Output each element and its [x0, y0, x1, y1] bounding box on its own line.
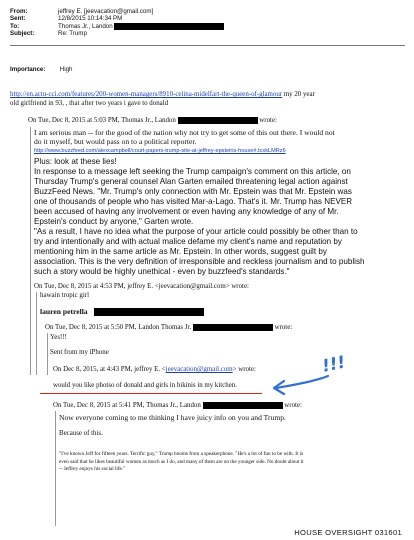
- signature-name: lauren petrella: [40, 307, 88, 316]
- redaction-bar: [114, 23, 224, 30]
- top-message-line1: [10, 91, 315, 99]
- glamour-article-link[interactable]: http://en.actu-cci.com/features/200-women-managers/8910-celina-midelfart-the-queen-of-glamour: [10, 91, 283, 98]
- quote-bar: [55, 411, 56, 526]
- plus-line: Plus: look at these lies!: [34, 157, 117, 166]
- importance-label: Importance:: [10, 66, 46, 73]
- reply1-line1: I am serious man -- for the good of the nation why not try to get some of this out there. I would not: [34, 128, 335, 137]
- reply1-para-1: Thursday Trump's general counsel Alan Garten emailed threatening legal action against: [34, 177, 348, 186]
- reply5-quote-0: "I've known Jeff for fifteen years. Terrific guy," Trump booms from a speakerphone. "He's a lot of fun to be with. It is: [59, 451, 304, 457]
- blue-arrow-annotation: [268, 350, 354, 402]
- reply3-attribution: [45, 324, 292, 332]
- reply2-body: hawain tropic girl: [40, 292, 89, 299]
- reply1-para-7: try and intentionally and with actual malice defame my client's name and reputation by: [34, 237, 342, 246]
- reply5-line2: Because of this.: [59, 430, 103, 437]
- reply5-quote-2: -- Jeffrey enjoys his social life.": [59, 466, 126, 472]
- reply5-attribution-text: On Tue, Dec 8, 2015 at 5:41 PM, Thomas Jr., Landon: [53, 402, 201, 410]
- reply1-para-0: In response to a message left seeking the Trump campaign's comment on this article, on: [34, 167, 351, 176]
- reply1-attribution-text: On Tue, Dec 8, 2015 at 5:03 PM, Thomas Jr., Landon: [28, 117, 176, 125]
- quote-bar: [47, 333, 48, 375]
- importance-value: High: [59, 66, 73, 73]
- subject-label: Subject:: [10, 30, 35, 38]
- reply1-line2: do it myself, but would pass on to a political reporter.: [34, 137, 197, 146]
- email-header: [10, 8, 405, 38]
- reply4-body: would you like photso of donald and girls in bikinis in my kitchen.: [53, 382, 237, 389]
- buzzfeed-link[interactable]: [34, 148, 286, 155]
- reply5-line1: Now everyone coming to me thinking I have juicy info on you and Trump.: [59, 413, 286, 422]
- reply4-attribution-text: On Dec 8, 2015, at 4:43 PM, jeffrey E. <: [53, 366, 166, 373]
- exclaim-text: !!!: [320, 352, 348, 377]
- reply3-attribution-wrote: wrote:: [274, 324, 293, 332]
- importance-row: [10, 66, 72, 73]
- to-row: [10, 23, 405, 30]
- subject-row: [10, 30, 405, 37]
- reply4-email-link[interactable]: jeevacation@gmail.com: [165, 366, 233, 373]
- reply4-attribution: [53, 366, 256, 374]
- reply1-attribution: [28, 117, 277, 125]
- redaction-bar: [178, 117, 258, 124]
- reply2-attribution: On Tue, Dec 8, 2015 at 4:53 PM, jeffrey E. <jeevacation@gmail.com> wrote:: [34, 283, 249, 290]
- reply1-para-8: mentioning him in the same article as Mr. Epstein. In other words, suggest guilt by: [34, 247, 327, 256]
- reply1-para-6: "As a result, I have no idea what the purpose of your article could possibly be other than to: [34, 227, 358, 236]
- red-underline-annotation: [40, 393, 262, 394]
- reply1-para-4: been accused of having any involvement or even having any knowledge of any of Mr.: [34, 207, 339, 216]
- redaction-bar: [193, 324, 273, 331]
- redaction-bar: [203, 402, 283, 409]
- reply5-attribution-wrote: wrote:: [284, 402, 302, 410]
- quote-bar: [30, 127, 31, 375]
- top-message-line1-rest: my 20 year: [283, 91, 315, 98]
- reply1-para-9: association. This is the very definition of irresponsible and reckless journalism and to publish: [34, 257, 365, 266]
- reply3-body: Yes!!!: [50, 334, 67, 341]
- reply5-attribution: [53, 402, 302, 410]
- to-label: To:: [10, 22, 20, 30]
- sent-value: 12/8/2015 10:14:34 PM: [58, 15, 123, 23]
- sent-row: [10, 15, 405, 22]
- sent-from-iphone: Sent from my iPhone: [50, 349, 109, 356]
- buzzfeed-link-text[interactable]: http://www.buzzfeed.com/alexcampbell/court-papers-trump-site-at-jeffrey-epsteins-house#.tcxkLMRz6: [34, 148, 286, 154]
- signature-row: [40, 307, 204, 316]
- reply1-para-3: one of thousands of people who has visited Mar-a-Lago. That's it. Mr. Trump has NEVER: [34, 197, 353, 206]
- sent-label: Sent:: [10, 15, 26, 23]
- reply1-para-10: such a story would be highly unethical - even by buzzfeed's standards.": [34, 267, 290, 276]
- to-value: Thomas Jr., Landon: [58, 22, 113, 30]
- from-row: [10, 8, 405, 15]
- top-message-line2: old girlfriend in 93, , that after two years i gave to donald: [10, 100, 169, 107]
- reply1-para-5: Epstein's conduct by anyone," Garten wrote.: [34, 217, 194, 226]
- reply3-attribution-text: On Tue, Dec 8, 2015 at 5:50 PM, Landon Thomas Jr.: [45, 324, 192, 332]
- bates-stamp: HOUSE OVERSIGHT 031601: [294, 528, 402, 537]
- from-value: jeffrey E. [jeevacation@gmail.com]: [58, 8, 154, 15]
- quote-bar: [36, 292, 37, 375]
- redaction-bar: [94, 308, 204, 316]
- reply1-para-2: BuzzFeed News. "Mr. Trump's only connection with Mr. Epstein was that Mr. Epstein was: [34, 187, 352, 196]
- reply5-quote-1: even said that he likes beautiful women as much as I do, and many of them are on the younger side. No doubt about it: [59, 458, 304, 465]
- subject-value: Re: Trump: [58, 30, 87, 38]
- header-divider: [10, 45, 405, 46]
- reply1-attribution-wrote: wrote:: [259, 117, 277, 125]
- from-label: From:: [10, 8, 28, 15]
- reply4-attribution-wrote: > wrote:: [232, 366, 256, 373]
